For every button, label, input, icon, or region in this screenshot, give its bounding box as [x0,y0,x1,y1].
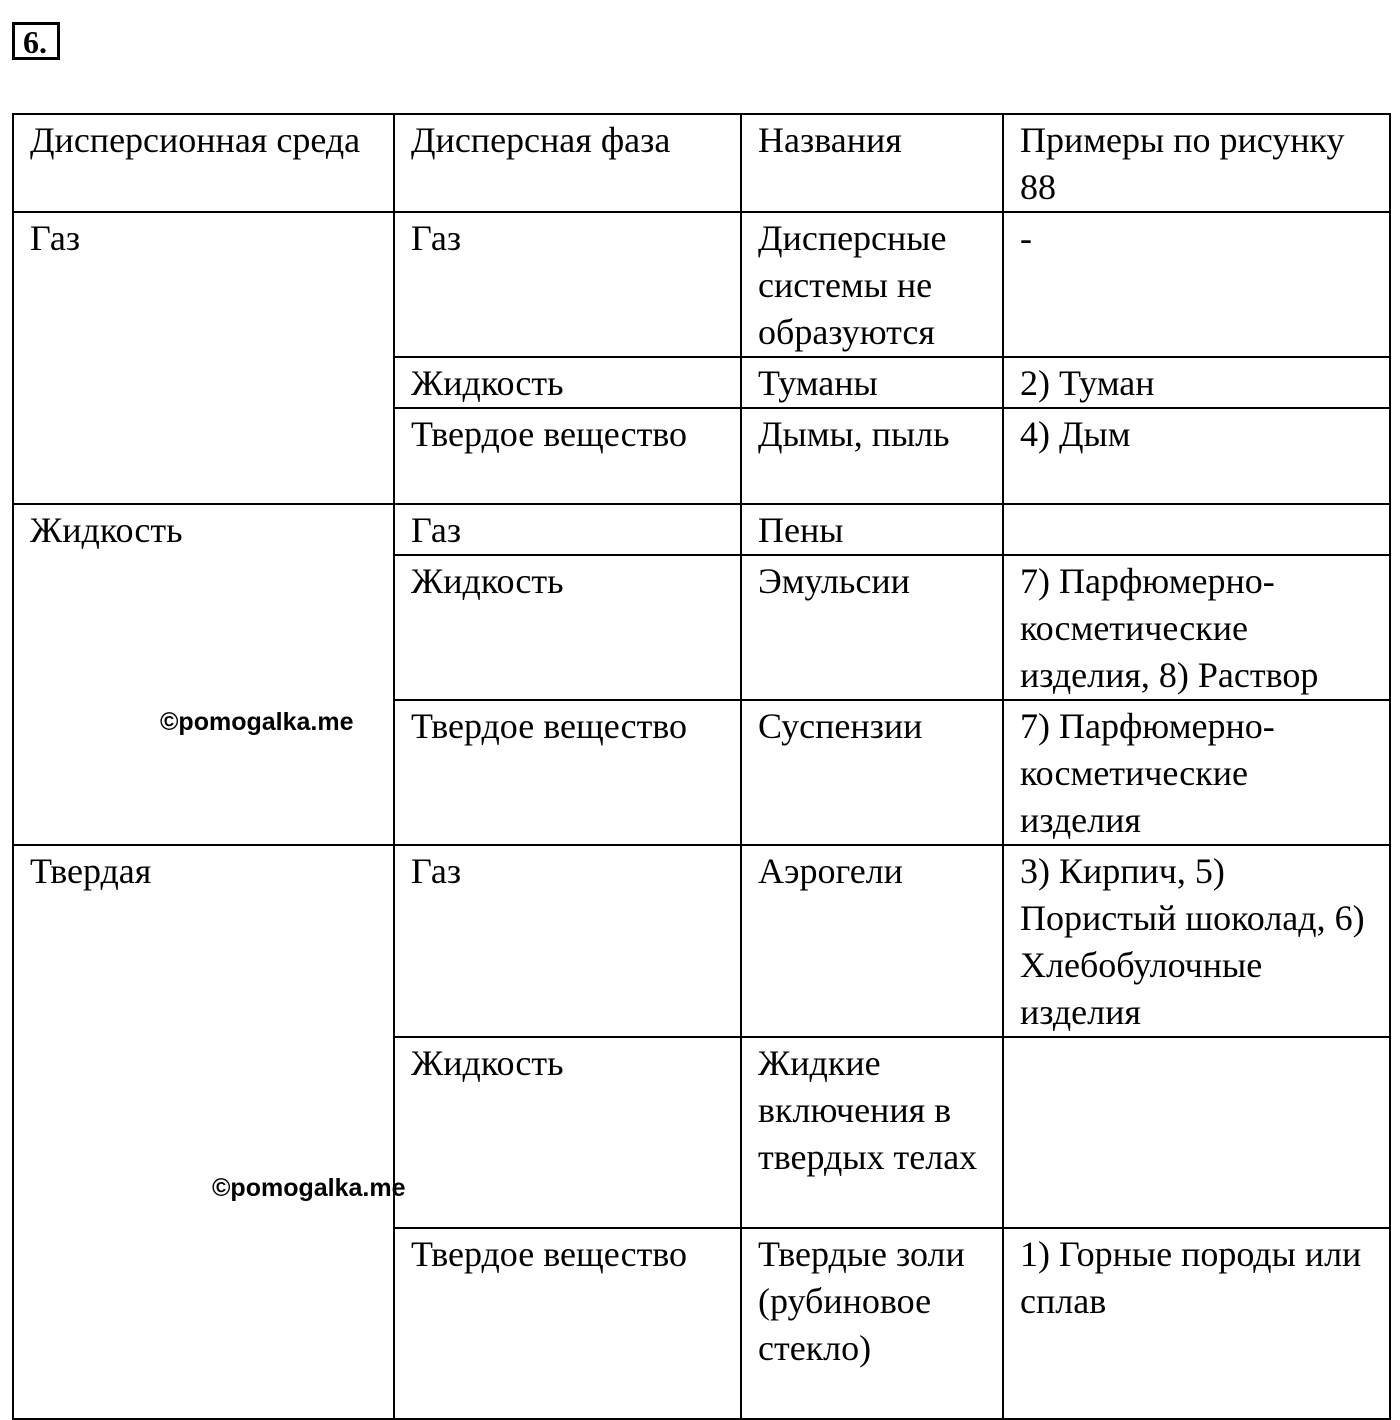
name-cell: Пены [741,504,1003,555]
phase-cell: Газ [394,504,741,555]
phase-cell: Твердое вещество [394,700,741,845]
example-cell: 4) Дым [1003,408,1390,504]
phase-cell: Жидкость [394,357,741,408]
medium-cell: Жидкость [13,504,394,845]
watermark: ©pomogalka.me [160,708,354,736]
example-cell: 2) Туман [1003,357,1390,408]
dispersion-table [12,113,1391,1420]
name-cell: Жидкие включения в твердых телах [741,1037,1003,1228]
phase-cell: Твердое вещество [394,408,741,504]
example-cell: 3) Кирпич, 5) Пористый шоколад, 6) Хлебобулочные изделия [1003,845,1390,1037]
watermark: ©pomogalka.me [212,1174,406,1202]
header-medium: Дисперсионная среда [13,114,394,212]
table-header-row [13,114,1390,212]
example-cell [1003,1037,1390,1228]
task-number: 6. [12,22,60,60]
name-cell: Дымы, пыль [741,408,1003,504]
table-row [13,212,1390,357]
medium-cell: Газ [13,212,394,504]
name-cell: Туманы [741,357,1003,408]
phase-cell: Газ [394,212,741,357]
phase-cell: Жидкость [394,555,741,700]
name-cell: Аэрогели [741,845,1003,1037]
phase-cell: Жидкость [394,1037,741,1228]
example-cell: 1) Горные породы или сплав [1003,1228,1390,1419]
medium-cell: Твердая [13,845,394,1419]
example-cell: 7) Парфюмерно-косметические изделия, 8) Раствор [1003,555,1390,700]
example-cell: 7) Парфюмерно-косметические изделия [1003,700,1390,845]
header-names: Названия [741,114,1003,212]
example-cell: - [1003,212,1390,357]
phase-cell: Газ [394,845,741,1037]
phase-cell: Твердое вещество [394,1228,741,1419]
name-cell: Эмульсии [741,555,1003,700]
table-row [13,845,1390,1037]
name-cell: Суспензии [741,700,1003,845]
example-cell [1003,504,1390,555]
header-examples: Примеры по рисунку 88 [1003,114,1390,212]
name-cell: Дисперсные системы не образуются [741,212,1003,357]
name-cell: Твердые золи (рубиновое стекло) [741,1228,1003,1419]
table-row [13,504,1390,555]
header-phase: Дисперсная фаза [394,114,741,212]
